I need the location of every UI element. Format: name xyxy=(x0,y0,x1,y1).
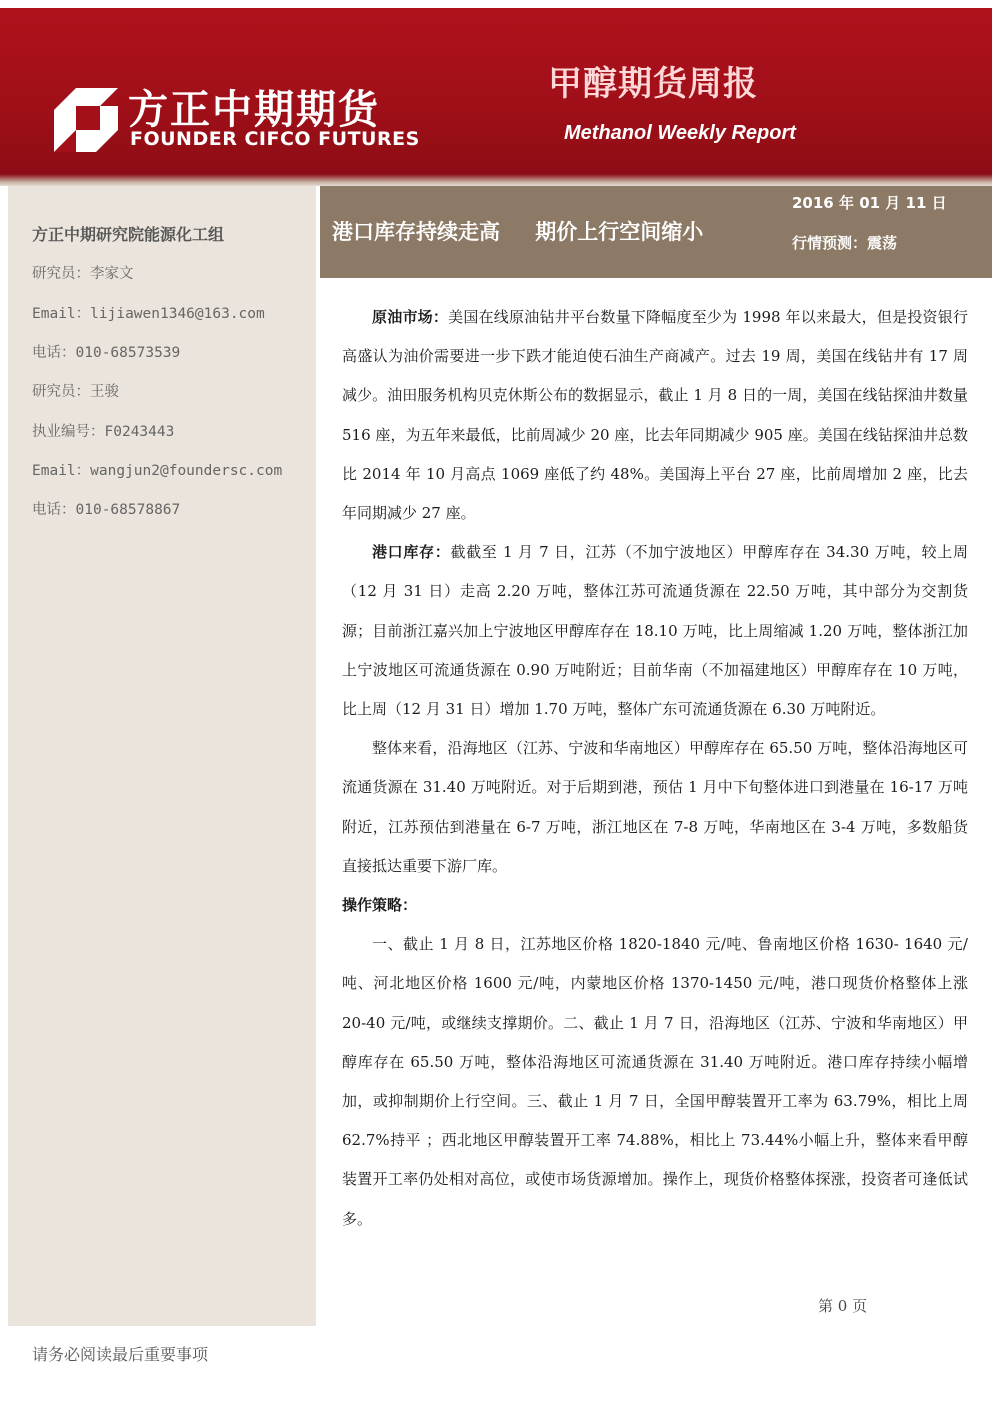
strategy-heading xyxy=(342,886,968,925)
banner-divider xyxy=(0,174,992,186)
founder-logo-icon xyxy=(54,88,118,152)
researcher-2-phone: 电话：010-68578867 xyxy=(32,502,181,518)
researcher-1: 研究员：李家文 xyxy=(32,266,134,282)
research-group: 方正中期研究院能源化工组 xyxy=(32,225,225,244)
report-title-cn: 甲醇期货周报 xyxy=(548,64,758,104)
strategy-label: 操作策略： xyxy=(342,896,418,915)
researcher-1-phone: 电话：010-68573539 xyxy=(32,345,181,361)
port-label: 港口库存： xyxy=(372,543,451,562)
crude-paragraph xyxy=(342,298,968,533)
company-name-cn: 方正中期期货 xyxy=(128,87,380,133)
disclaimer-notice: 请务必阅读最后重要事项 xyxy=(32,1345,209,1364)
report-title-en: Methanol Weekly Report xyxy=(564,122,796,144)
report-body xyxy=(342,298,968,1239)
researcher-2-email[interactable]: Email：wangjun2@foundersc.com xyxy=(32,463,283,479)
researcher-2-license: 执业编号：F0243443 xyxy=(32,424,175,440)
overall-text: 整体来看，沿海地区（江苏、宁波和华南地区）甲醇库存在 65.50 万吨，整体沿海地区可流通货源在 31.40 万吨附近。对于后期到港，预估 1 月中下旬整体进口到港量在 16-17 万吨附近，江苏预估到港量在 6-7 万吨，浙江地区在 7-8 万吨，华南地区在 3-4 万吨，多数船货直接抵达重要下游厂库。 xyxy=(342,739,968,875)
port-text: 截截至 1 月 7 日，江苏（不加宁波地区）甲醇库存在 34.30 万吨，较上周（12 月 31 日）走高 2.20 万吨，整体江苏可流通货源在 22.50 万吨，其中部分为交割货源；目前浙江嘉兴加上宁波地区甲醇库存在 18.10 万吨，比上周缩减 1.20 万吨，整体浙江加上宁波地区可流通货源在 0.90 万吨附近；目前华南（不加福建地区）甲醇库存在 10 万吨，比上周（12 月 31 日）增加 1.70 万吨，整体广东可流通货源在 6.30 万吨附近。 xyxy=(342,543,968,719)
overall-paragraph xyxy=(342,729,968,886)
researcher-1-email[interactable]: Email：lijiawen1346@163.com xyxy=(32,306,265,322)
market-forecast: 行情预测：震荡 xyxy=(792,234,898,252)
page-number: 第 0 页 xyxy=(818,1297,868,1315)
strategy-paragraph xyxy=(342,925,968,1239)
report-date: 2016 年 01 月 11 日 xyxy=(792,194,947,212)
headline-title: 港口库存持续走高 期价上行空间缩小 xyxy=(332,220,704,244)
company-name-en: FOUNDER CIFCO FUTURES xyxy=(130,128,420,150)
researcher-2: 研究员：王骏 xyxy=(32,384,119,400)
crude-text: 美国在线原油钻井平台数量下降幅度至少为 1998 年以来最大，但是投资银行高盛认为油价需要进一步下跌才能迫使石油生产商减产。过去 19 周，美国在线钻井有 17 周减少。油田服务机构贝克休斯公布的数据显示，截止 1 月 8 日的一周，美国在线钻探油井数量 516 座，为五年来最低，比前周减少 20 座，比去年同期减少 905 座。美国在线钻探油井总数比 2014 年 10 月高点 1069 座低了约 48%。美国海上平台 27 座，比前周增加 2 座，比去年同期减少 27 座。 xyxy=(342,308,968,523)
strategy-text: 一、截止 1 月 8 日，江苏地区价格 1820-1840 元/吨、鲁南地区价格 1630- 1640 元/吨、河北地区价格 1600 元/吨，内蒙地区价格 1370-1450 元/吨，港口现货价格整体上涨 20-40 元/吨，或继续支撑期价。二、截止 1 月 7 日，沿海地区（江苏、宁波和华南地区）甲醇库存在 65.50 万吨，整体沿海地区可流通货源在 31.40 万吨附近。港口库存持续小幅增加，或抑制期价上行空间。三、截止 1 月 7 日，全国甲醇装置开工率为 63.79%，相比上周 62.7%持平 ；西北地区甲醇装置开工率 74.88%，相比上 73.44%小幅上升，整体来看甲醇装置开工率仍处相对高位，或使市场货源增加。操作上，现货价格整体探涨，投资者可逢低试多。 xyxy=(342,935,968,1228)
crude-label: 原油市场： xyxy=(372,308,449,326)
port-paragraph xyxy=(342,533,968,729)
